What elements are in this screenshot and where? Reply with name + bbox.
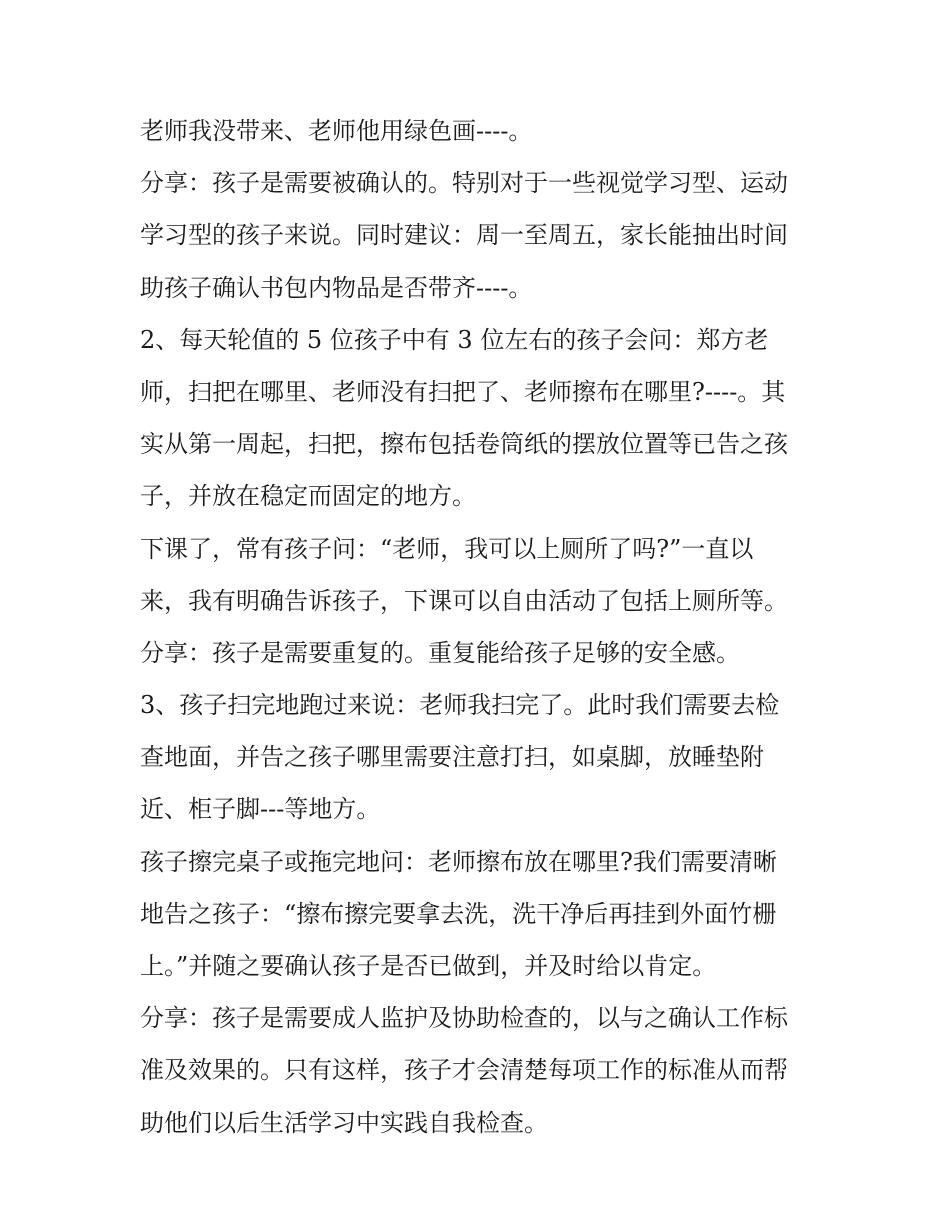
text-line: 2、每天轮值的 5 位孩子中有 3 位左右的孩子会问：郑方老 [140,325,769,354]
text-line: 来，我有明确告诉孩子，下课可以自由活动了包括上厕所等。 [140,586,788,615]
text-line: 助他们以后生活学习中实践自我检查。 [140,1108,548,1137]
text-line: 老师我没带来、老师他用绿色画----。 [140,117,533,145]
document-body [140,110,820,1154]
text-line: 学习型的孩子来说。同时建议：周一至周五，家长能抽出时间 [140,221,788,250]
text-line: 助孩子确认书包内物品是否带齐----。 [140,273,533,302]
text-line: 上。”并随之要确认孩子是否已做到，并及时给以肯定。 [140,952,717,980]
text-line: 分享：孩子是需要被确认的。特别对于一些视觉学习型、运动 [140,169,788,198]
text-line: 师，扫把在哪里、老师没有扫把了、老师擦布在哪里?----。其 [140,377,786,406]
text-line: 子，并放在稳定而固定的地方。 [140,482,476,511]
text-line: 查地面，并告之孩子哪里需要注意打扫，如桌脚，放睡垫附 [140,743,764,772]
text-line: 孩子擦完桌子或拖完地问：老师擦布放在哪里?我们需要清晰 [140,847,777,876]
text-line: 分享：孩子是需要重复的。重复能给孩子足够的安全感。 [140,638,740,667]
text-line: 实从第一周起，扫把，擦布包括卷筒纸的摆放位置等已告之孩 [140,430,788,459]
text-line: 近、柜子脚---等地方。 [140,795,381,824]
text-line: 下课了，常有孩子问：“老师，我可以上厕所了吗?”一直以 [140,534,754,563]
text-line: 准及效果的。只有这样，孩子才会清楚每项工作的标准从而帮 [140,1056,788,1085]
text-line: 3、孩子扫完地跑过来说：老师我扫完了。此时我们需要去检 [140,691,780,720]
text-line: 地告之孩子：“擦布擦完要拿去洗，洗干净后再挂到外面竹栅 [140,899,777,928]
text-line: 分享：孩子是需要成人监护及协助检查的，以与之确认工作标 [140,1004,788,1033]
